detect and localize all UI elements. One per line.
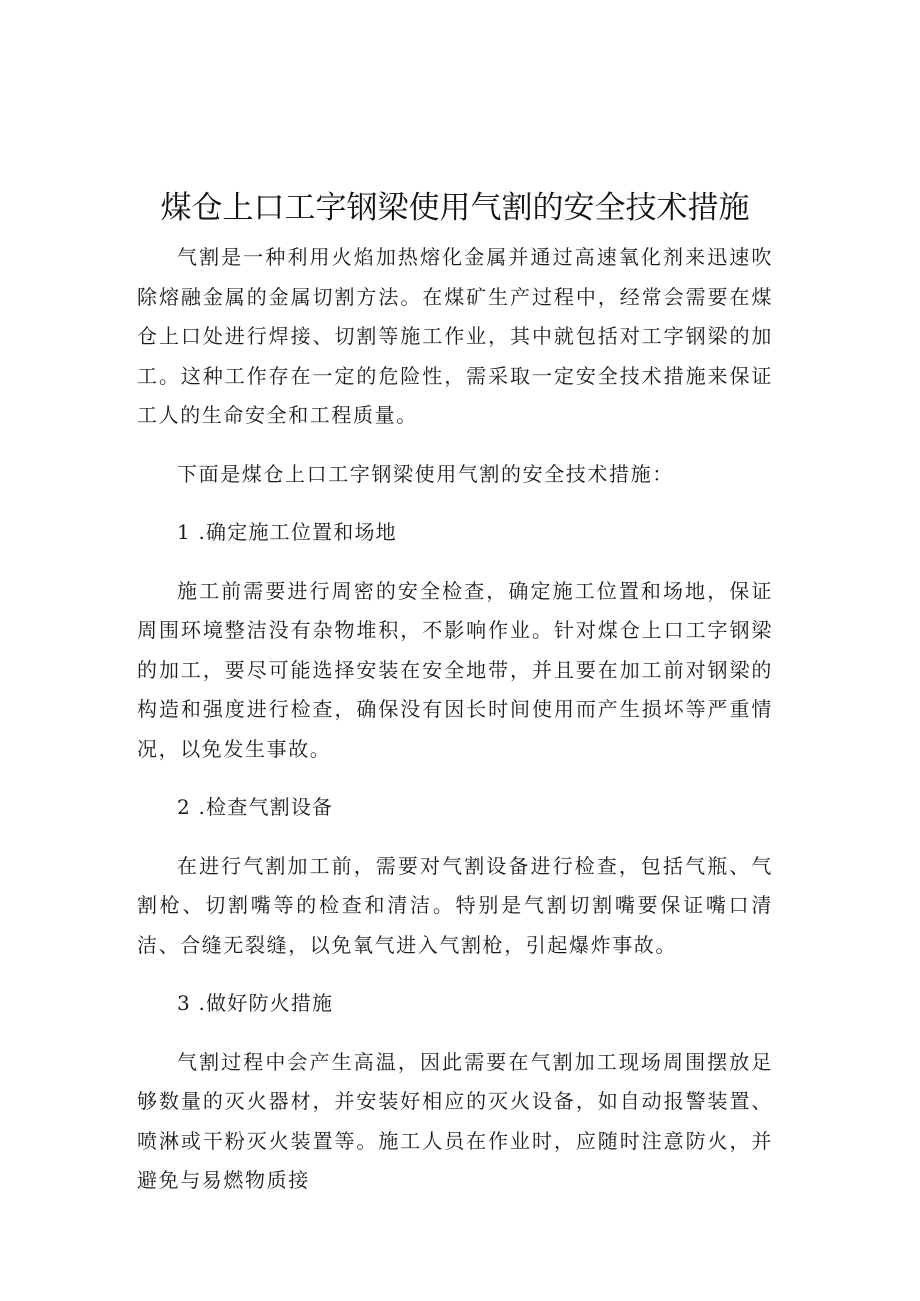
section-body-3: 气割过程中会产生高温，因此需要在气割加工现场周围摆放足够数量的灭火器材，并安装好相应的灭火设备，如自动报警装置、喷淋或干粉灭火装置等。施工人员在作业时，应随时注意防火，并避免与易燃物质接 [137,1049,773,1192]
paragraph-gap [137,828,773,847]
intro-paragraph: 气割是一种利用火焰加热熔化金属并通过高速氧化剂来迅速吹除熔融金属的金属切割方法。在煤矿生产过程中，经常会需要在煤仓上口处进行焊接、切割等施工作业，其中就包括对工字钢梁的加工。这种工作存在一定的危险性，需采取一定安全技术措施来保证工人的生命安全和工程质量。 [137,245,773,427]
section-heading-1: 1 .确定施工位置和场地 [177,520,397,544]
paragraph-gap [137,769,773,788]
section-body-1: 施工前需要进行周密的安全检查，确定施工位置和场地，保证周围环境整洁没有杂物堆积，不影响作业。针对煤仓上口工字钢梁的加工，要尽可能选择安装在安全地带，并且要在加工前对钢梁的构造和强度进行检查，确保没有因长时间使用而产生损坏等严重情况，以免发生事故。 [137,578,773,761]
paragraph-gap [137,494,773,513]
paragraph-gap [137,965,773,984]
paragraph-gap [137,553,773,572]
section-heading-3: 3 .做好防火措施 [177,991,334,1015]
lead-paragraph: 下面是煤仓上口工字钢梁使用气割的安全技术措施： [177,461,674,486]
section-heading-2: 2 .检查气割设备 [177,795,334,819]
section-body-2: 在进行气割加工前，需要对气割设备进行检查，包括气瓶、气割枪、切割嘴等的检查和清洁。特别是气割切割嘴要保证嘴口清洁、合缝无裂缝，以免氧气进入气割枪，引起爆炸事故。 [137,853,773,957]
document-title: 煤仓上口工字钢梁使用气割的安全技术措施 [160,190,750,226]
paragraph-gap [137,1024,773,1043]
document-content [137,186,773,1201]
paragraph-gap [137,436,773,455]
